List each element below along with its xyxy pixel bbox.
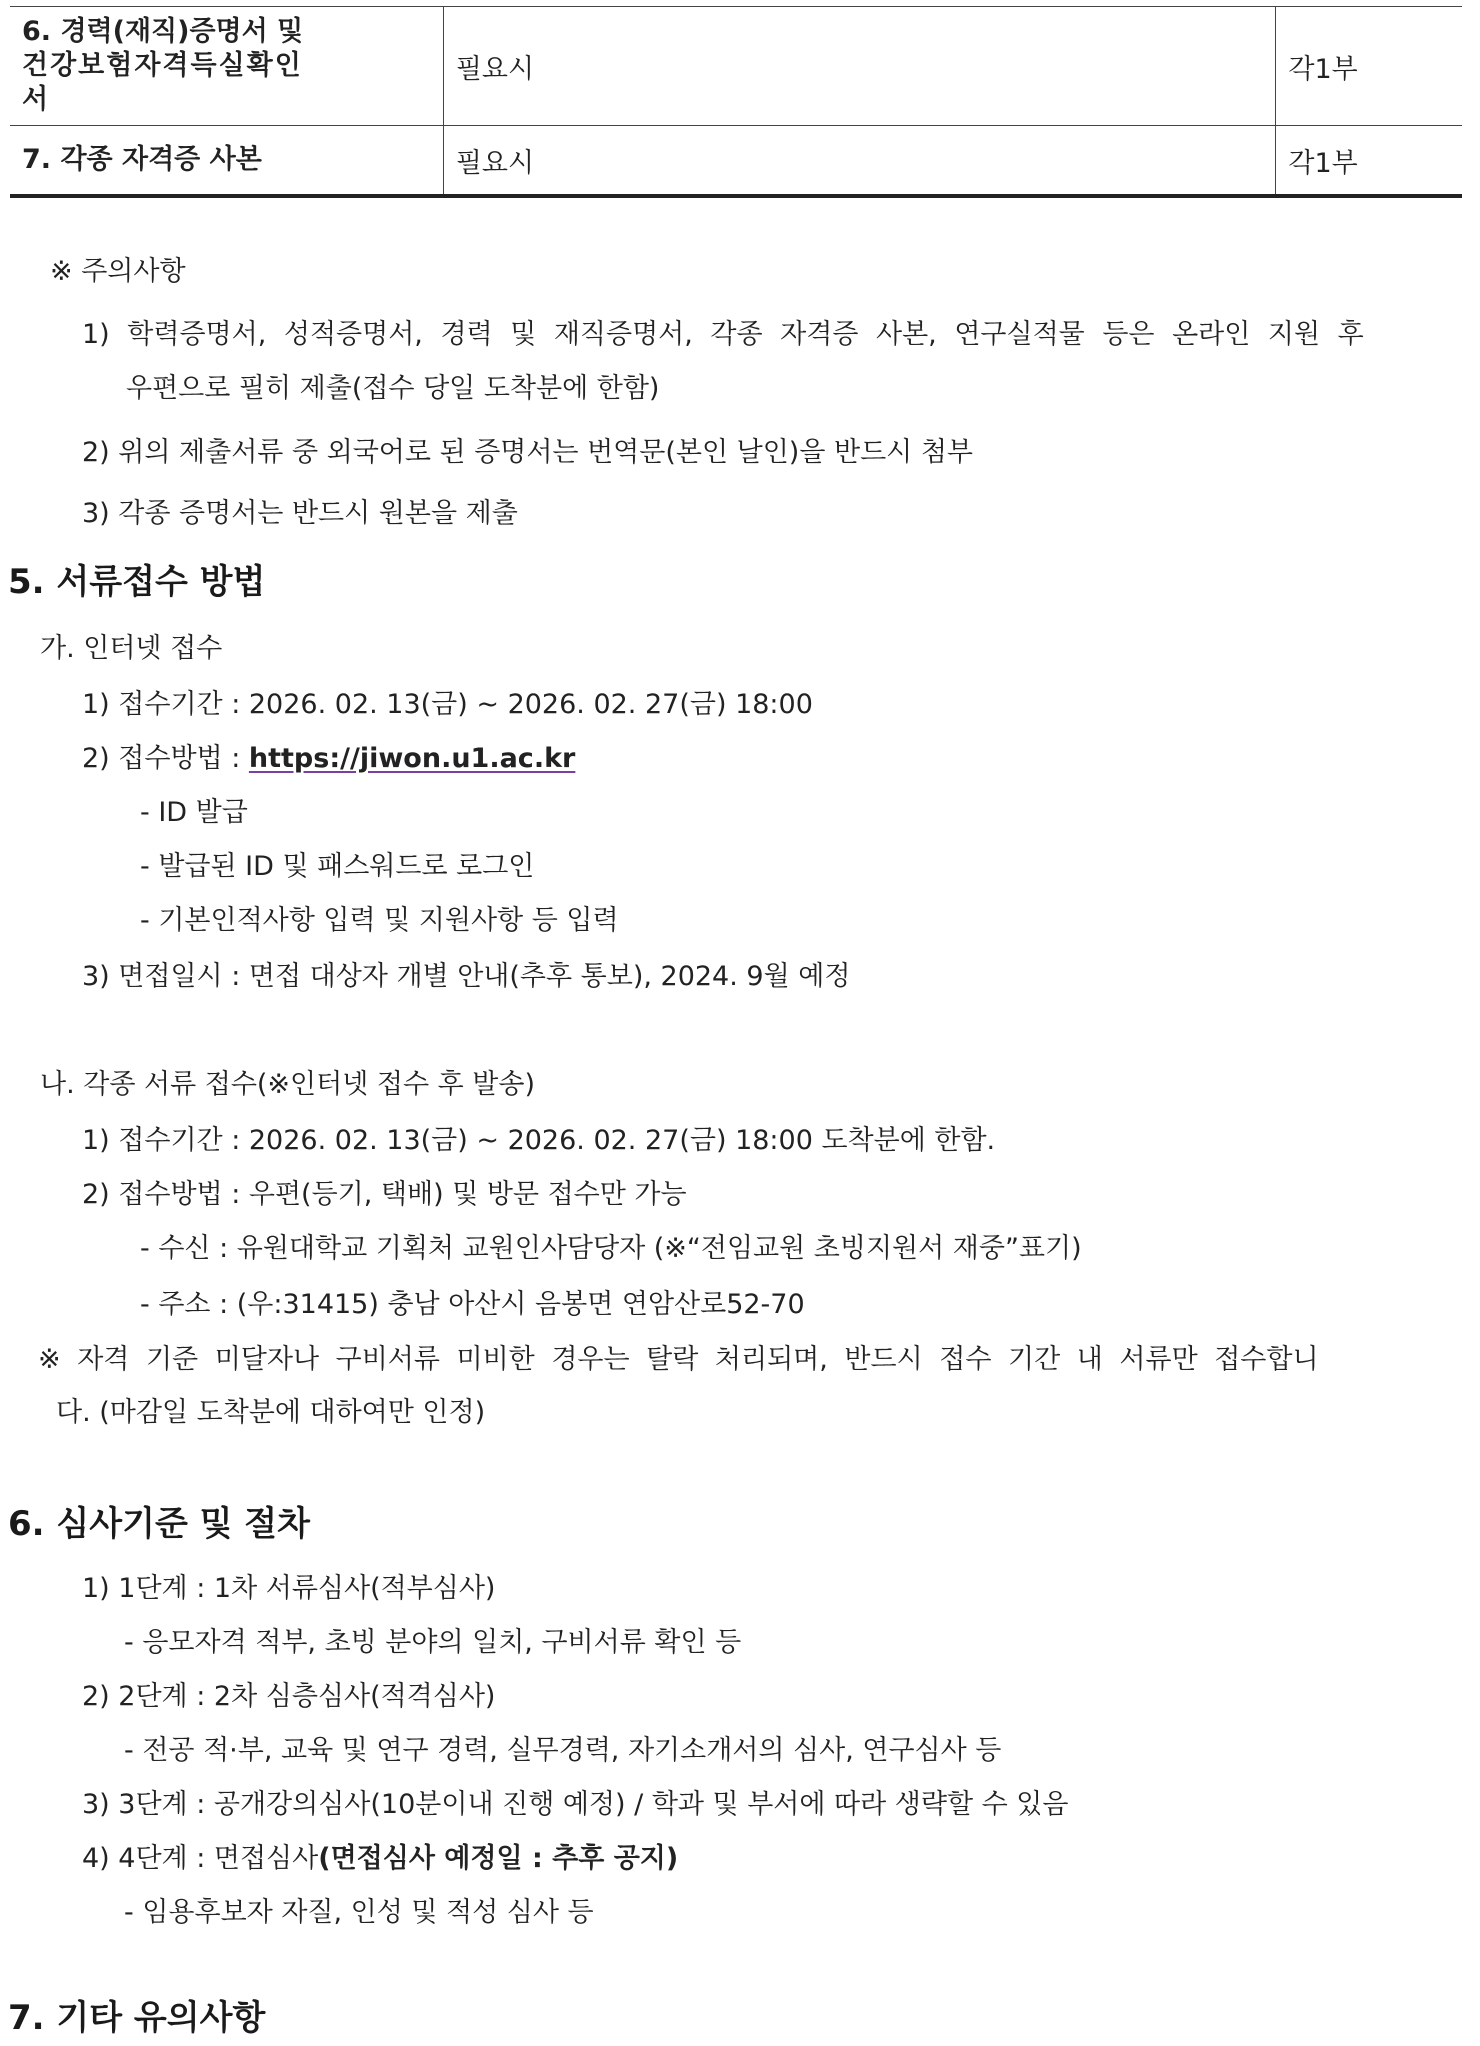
docs-recipient: - 수신 : 유원대학교 기획처 교원인사담당자 (※“전임교원 초빙지원서 재중”표기) <box>140 1233 1082 1264</box>
item-line: 서 <box>22 84 49 115</box>
section-title-5: 5. 서류접수 방법 <box>8 562 266 602</box>
item-line: 6. 경력(재직)증명서 및 <box>22 16 304 47</box>
disqualify-note-cont: 다. (마감일 도착분에 대하여만 인정) <box>56 1397 486 1428</box>
disqualify-note: ※ 자격 기준 미달자나 구비서류 미비한 경우는 탈락 처리되며, 반드시 접수 기간 내 서류만 접수합니 <box>38 1344 1319 1375</box>
review-step-1-detail: - 응모자격 적부, 초빙 분야의 일치, 구비서류 확인 등 <box>124 1627 742 1658</box>
docs-period: 1) 접수기간 : 2026. 02. 13(금) ~ 2026. 02. 27(금) 18:00 도착분에 한함. <box>82 1125 996 1156</box>
online-method <box>82 742 575 776</box>
apply-site-link[interactable]: https://jiwon.u1.ac.kr <box>248 743 576 774</box>
online-period: 1) 접수기간 : 2026. 02. 13(금) ~ 2026. 02. 27(금) 18:00 <box>82 689 813 720</box>
table-row <box>10 7 1462 126</box>
online-interview: 3) 면접일시 : 면접 대상자 개별 안내(추후 통보), 2024. 9월 예정 <box>82 961 851 992</box>
review-step-2-detail: - 전공 적·부, 교육 및 연구 경력, 실무경력, 자기소개서의 심사, 연구심사 등 <box>124 1735 1002 1766</box>
docs-method: 2) 접수방법 : 우편(등기, 택배) 및 방문 접수만 가능 <box>82 1179 687 1210</box>
review-step-3: 3) 3단계 : 공개강의심사(10분이내 진행 예정) / 학과 및 부서에 따라 생략할 수 있음 <box>82 1789 1069 1820</box>
caution-item-1-cont: 우편으로 필히 제출(접수 당일 도착분에 한함) <box>126 373 660 404</box>
review-step-4-label: 4) 4단계 : 면접심사 <box>82 1843 319 1874</box>
review-step-4 <box>82 1842 678 1876</box>
online-step-3: - 기본인적사항 입력 및 지원사항 등 입력 <box>140 905 619 936</box>
docs-address: - 주소 : (우:31415) 충남 아산시 음봉면 연암산로52-70 <box>140 1289 805 1320</box>
caution-title: ※ 주의사항 <box>50 256 186 287</box>
interview-date-note: (면접심사 예정일 : 추후 공지) <box>318 1843 679 1874</box>
caution-item-2: 2) 위의 제출서류 중 외국어로 된 증명서는 번역문(본인 날인)을 반드시 첨부 <box>82 437 973 468</box>
table-row <box>10 126 1462 197</box>
table-cell-item <box>10 7 443 126</box>
section-title-7: 7. 기타 유의사항 <box>8 1998 266 2038</box>
table-cell-count: 각1부 <box>1276 126 1462 197</box>
caution-item-3: 3) 각종 증명서는 반드시 원본을 제출 <box>82 498 518 529</box>
table-cell-item: 7. 각종 자격증 사본 <box>10 126 443 197</box>
online-method-label: 2) 접수방법 : <box>82 743 249 774</box>
table-cell-condition: 필요시 <box>443 126 1276 197</box>
online-step-1: - ID 발급 <box>140 797 248 828</box>
documents-table <box>10 6 1462 198</box>
online-step-2: - 발급된 ID 및 패스워드로 로그인 <box>140 851 535 882</box>
online-heading: 가. 인터넷 접수 <box>40 633 223 664</box>
section-title-6: 6. 심사기준 및 절차 <box>8 1504 310 1544</box>
table-cell-count: 각1부 <box>1276 7 1462 126</box>
caution-item-1: 1) 학력증명서, 성적증명서, 경력 및 재직증명서, 각종 자격증 사본, 연구실적물 등은 온라인 지원 후 <box>82 319 1364 350</box>
item-line: 건강보험자격득실확인 <box>22 50 303 81</box>
review-step-2: 2) 2단계 : 2차 심층심사(적격심사) <box>82 1681 496 1712</box>
review-step-4-detail: - 임용후보자 자질, 인성 및 적성 심사 등 <box>124 1897 594 1928</box>
table-cell-condition: 필요시 <box>443 7 1276 126</box>
review-step-1: 1) 1단계 : 1차 서류심사(적부심사) <box>82 1573 496 1604</box>
docs-heading: 나. 각종 서류 접수(※인터넷 접수 후 발송) <box>40 1069 535 1100</box>
